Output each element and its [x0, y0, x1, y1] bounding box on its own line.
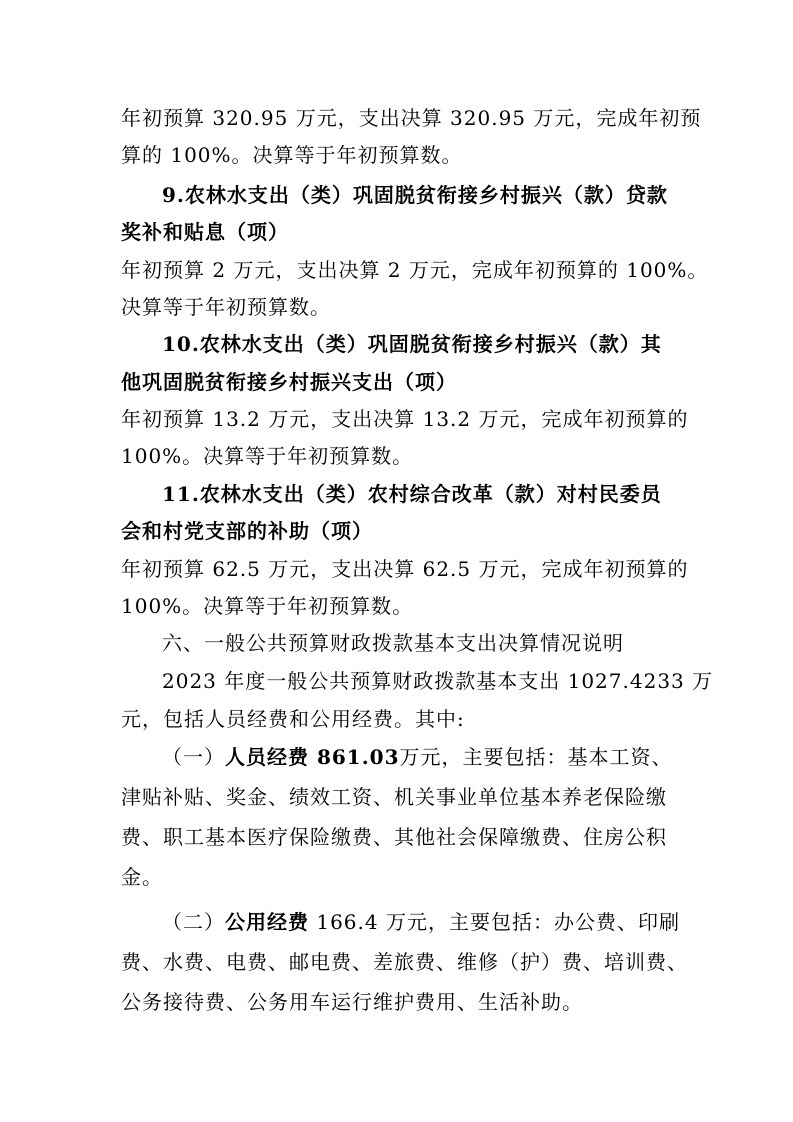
item-heading: 奖补和贴息（项） [121, 220, 289, 244]
paragraph-line: 年初预算 2 万元，支出决算 2 万元，完成年初预算的 100%。 [121, 258, 709, 282]
paragraph-line: 金。 [121, 865, 163, 889]
list-prefix: （一） [162, 745, 225, 769]
personnel-term: 人员经费 861.03 [225, 745, 400, 769]
paragraph-line: 公务接待费、公务用车运行维护费用、生活补助。 [121, 990, 583, 1014]
personnel-paragraph-first-line [162, 743, 682, 771]
public-paragraph-first-line [162, 908, 682, 936]
item-heading: 10.农林水支出（类）巩固脱贫衔接乡村振兴（款）其 [162, 332, 662, 356]
paragraph-line: 100%。决算等于年初预算数。 [121, 444, 414, 468]
list-prefix: （二） [162, 910, 225, 934]
paragraph-line: 费、水费、电费、邮电费、差旅费、维修（护）费、培训费、 [121, 950, 688, 974]
paragraph-line: 100%。决算等于年初预算数。 [121, 594, 414, 618]
paragraph-line: 津贴补贴、奖金、绩效工资、机关事业单位基本养老保险缴 [121, 785, 667, 809]
paragraph-line: 元，包括人员经费和公用经费。其中: [121, 707, 465, 731]
paragraph-line: 决算等于年初预算数。 [121, 295, 331, 319]
item-heading: 他巩固脱贫衔接乡村振兴支出（项） [121, 370, 457, 394]
item-heading: 会和村党支部的补助（项） [121, 519, 373, 543]
paragraph-line: 2023 年度一般公共预算财政拨款基本支出 1027.4233 万 [162, 669, 714, 693]
paragraph-line: 算的 100%。决算等于年初预算数。 [121, 143, 463, 167]
item-heading: 9.农林水支出（类）巩固脱贫衔接乡村振兴（款）贷款 [162, 183, 668, 207]
paragraph-line: 年初预算 320.95 万元，支出决算 320.95 万元，完成年初预 [121, 106, 702, 130]
public-term: 公用经费 [225, 910, 309, 934]
paragraph-line: 年初预算 62.5 万元，支出决算 62.5 万元，完成年初预算的 [121, 557, 689, 581]
public-rest: 166.4 万元，主要包括：办公费、印刷 [309, 910, 680, 934]
section-title: 六、一般公共预算财政拨款基本支出决算情况说明 [162, 631, 624, 655]
personnel-rest: 万元，主要包括：基本工资、 [399, 745, 673, 769]
paragraph-line: 年初预算 13.2 万元，支出决算 13.2 万元，完成年初预算的 [121, 407, 689, 431]
paragraph-line: 费、职工基本医疗保险缴费、其他社会保障缴费、住房公积 [121, 825, 667, 849]
item-heading: 11.农林水支出（类）农村综合改革（款）对村民委员 [162, 482, 662, 506]
